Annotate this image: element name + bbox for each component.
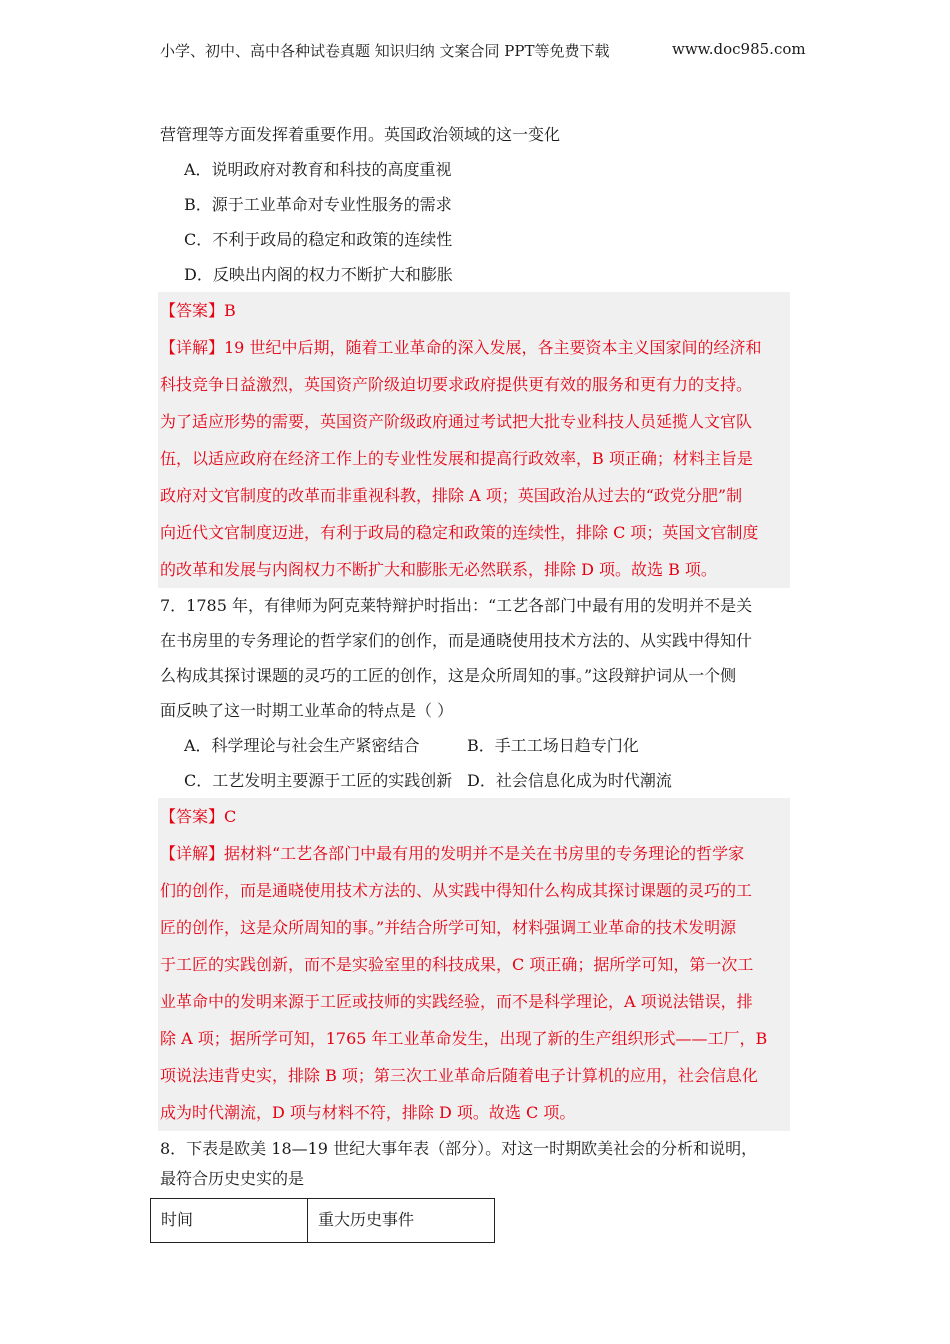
events-table [150, 1198, 495, 1243]
q7-explanation-line: 成为时代潮流，D 项与材料不符，排除 D 项。故选 C 项。 [160, 1103, 576, 1122]
q6-explanation-line: 伍，以适应政府在经济工作上的专业性发展和提高行政效率，B 项正确；材料主旨是 [160, 449, 753, 468]
header-url[interactable]: www.doc985.com [672, 40, 806, 58]
q6-explanation-line: 【详解】19 世纪中后期，随着工业革命的深入发展，各主要资本主义国家间的经济和 [160, 338, 762, 357]
q7-explanation-line: 除 A 项；据所学可知，1765 年工业革命发生，出现了新的生产组织形式——工厂，B [160, 1029, 768, 1048]
q7-option-c: C．工艺发明主要源于工匠的实践创新 [184, 771, 453, 790]
q7-stem-line: 么构成其探讨课题的灵巧的工匠的创作，这是众所周知的事。”这段辩护词从一个侧 [160, 666, 737, 685]
q7-option-b: B．手工工场日趋专门化 [467, 736, 639, 755]
q6-option-c: C．不利于政局的稳定和政策的连续性 [184, 230, 453, 249]
q7-option-d: D．社会信息化成为时代潮流 [467, 771, 672, 790]
q7-stem [160, 588, 790, 728]
q6-option-a: A．说明政府对教育和科技的高度重视 [184, 160, 452, 179]
q7-explanation-line: 项说法违背史实，排除 B 项；第三次工业革命后随着电子计算机的应用，社会信息化 [160, 1066, 758, 1085]
q8-stem [160, 1131, 790, 1192]
q7-stem-line: 7．1785 年，有律师为阿克莱特辩护时指出：“工艺各部门中最有用的发明并不是关 [160, 596, 753, 615]
q7-explanation-line: 【详解】据材料“工艺各部门中最有用的发明并不是关在书房里的专务理论的哲学家 [160, 844, 745, 863]
table-header-row [151, 1199, 495, 1243]
q7-answer: 【答案】C [160, 807, 237, 826]
q6-stem-tail: 营管理等方面发挥着重要作用。英国政治领域的这一变化 [160, 125, 561, 144]
q6-answer-block [158, 292, 790, 588]
q6-options [160, 152, 790, 292]
q7-options-row-2 [160, 763, 790, 798]
q7-answer-block [158, 798, 790, 1131]
q6-explanation-line: 科技竞争日益激烈，英国资产阶级迫切要求政府提供更有效的服务和更有力的支持。 [160, 375, 753, 394]
q6-explanation-line: 政府对文官制度的改革而非重视科教，排除 A 项；英国政治从过去的“政党分肥”制 [160, 486, 743, 505]
q7-stem-line: 面反映了这一时期工业革命的特点是（ ） [160, 701, 454, 720]
q6-option-d: D．反映出内阁的权力不断扩大和膨胀 [184, 265, 453, 284]
q7-explanation-line: 业革命中的发明来源于工匠或技师的实践经验，而不是科学理论，A 项说法错误，排 [160, 992, 753, 1011]
q7-stem-line: 在书房里的专务理论的哲学家们的创作，而是通晓使用技术方法的、从实践中得知什 [160, 631, 753, 650]
q6-explanation-line: 向近代文官制度迈进，有利于政局的稳定和政策的连续性，排除 C 项；英国文官制度 [160, 523, 759, 542]
table-header-time: 时间 [151, 1199, 308, 1243]
q7-option-a: A．科学理论与社会生产紧密结合 [184, 736, 420, 755]
header-title: 小学、初中、高中各种试卷真题 知识归纳 文案合同 PPT等免费下载 [160, 42, 610, 60]
q8-stem-line: 最符合历史史实的是 [160, 1169, 305, 1188]
q6-answer: 【答案】B [160, 301, 236, 320]
q6-explanation-line: 的改革和发展与内阁权力不断扩大和膨胀无必然联系，排除 D 项。故选 B 项。 [160, 560, 717, 579]
table-header-event: 重大历史事件 [308, 1199, 495, 1243]
q7-explanation-line: 于工匠的实践创新，而不是实验室里的科技成果，C 项正确；据所学可知，第一次工 [160, 955, 754, 974]
q6-option-b: B．源于工业革命对专业性服务的需求 [184, 195, 452, 214]
q7-explanation-line: 们的创作，而是通晓使用技术方法的、从实践中得知什么构成其探讨课题的灵巧的工 [160, 881, 753, 900]
q8-stem-line: 8．下表是欧美 18—19 世纪大事年表（部分）。对这一时期欧美社会的分析和说明， [160, 1139, 758, 1158]
q7-options-row-1 [160, 728, 790, 763]
q6-explanation-line: 为了适应形势的需要，英国资产阶级政府通过考试把大批专业科技人员延揽人文官队 [160, 412, 753, 431]
document-body [160, 120, 790, 1243]
page-header [160, 40, 806, 61]
q7-explanation-line: 匠的创作，这是众所周知的事。”并结合所学可知，材料强调工业革命的技术发明源 [160, 918, 737, 937]
